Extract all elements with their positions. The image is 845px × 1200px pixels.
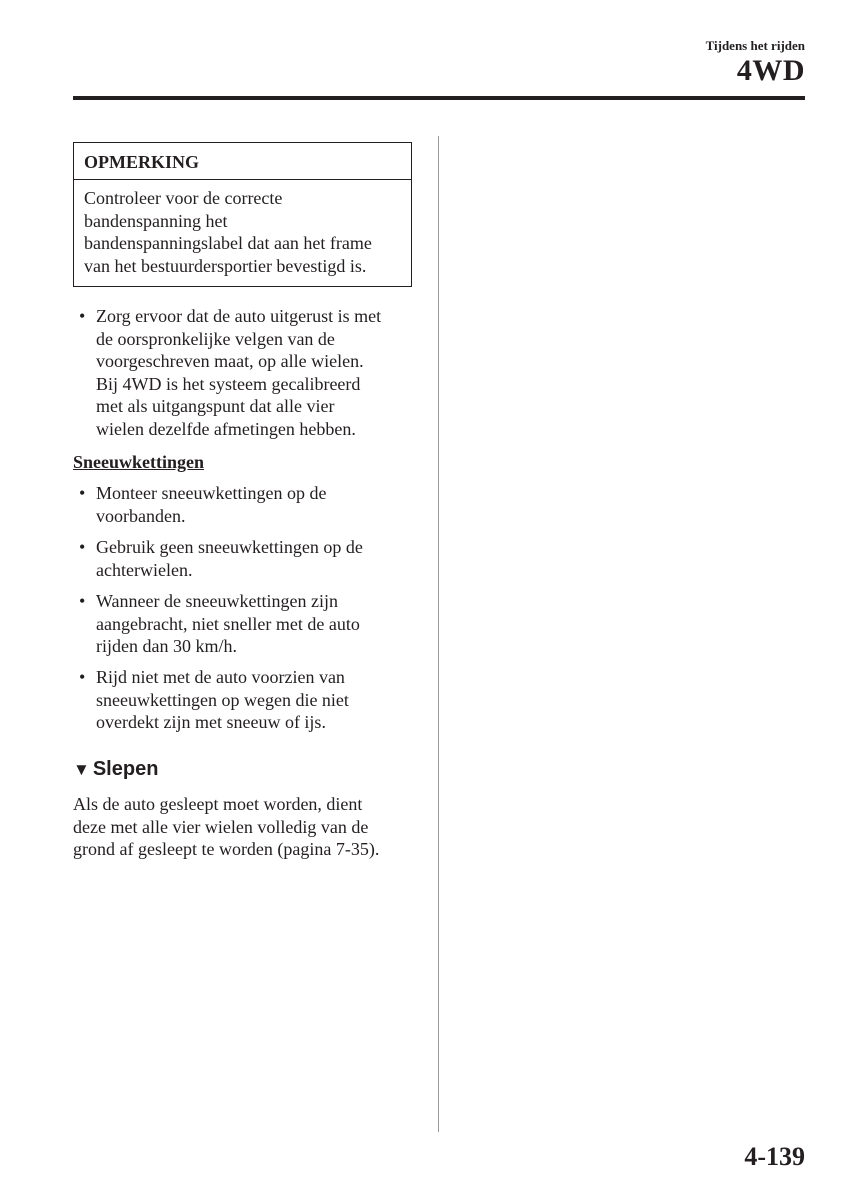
bullet-dot: • bbox=[79, 667, 86, 687]
towing-heading-label: Slepen bbox=[92, 758, 159, 780]
bullet-line: Gebruik geen sneeuwkettingen op de bbox=[96, 537, 363, 557]
bullet-line: de oorspronkelijke velgen van de bbox=[96, 328, 335, 349]
bullet-line: aangebracht, niet sneller met de auto bbox=[96, 613, 360, 634]
snow-bullet-1 bbox=[73, 482, 418, 527]
towing-heading bbox=[73, 757, 158, 782]
snow-chains-heading: Sneeuwkettingen bbox=[73, 452, 205, 472]
bullet-line: Bij 4WD is het systeem gecalibreerd bbox=[96, 373, 361, 394]
bullet-line: voorbanden. bbox=[96, 505, 186, 526]
paragraph-line: Als de auto gesleept moet worden, dient bbox=[73, 794, 363, 814]
page-number: 4-139 bbox=[744, 1142, 805, 1171]
bullet-line: achterwielen. bbox=[96, 559, 193, 580]
towing-paragraph bbox=[73, 793, 423, 861]
bullet-line: wielen dezelfde afmetingen hebben. bbox=[96, 418, 356, 439]
running-header-title: 4WD bbox=[736, 54, 805, 87]
note-heading: OPMERKING bbox=[74, 143, 411, 180]
column-divider bbox=[438, 136, 439, 1132]
note-line: Controleer voor de correcte bbox=[84, 188, 283, 208]
bullet-line: met als uitgangspunt dat alle vier bbox=[96, 396, 335, 416]
bullet-line: Monteer sneeuwkettingen op de bbox=[96, 483, 327, 503]
snow-bullet-2 bbox=[73, 536, 418, 581]
bullet-line: sneeuwkettingen op wegen die niet bbox=[96, 689, 349, 710]
bullet-line: rijden dan 30 km/h. bbox=[96, 636, 237, 656]
bullet-dot: • bbox=[79, 591, 86, 611]
intro-bullet bbox=[73, 305, 418, 440]
paragraph-line: deze met alle vier wielen volledig van de bbox=[73, 816, 369, 837]
bullet-line: Wanneer de sneeuwkettingen zijn bbox=[96, 591, 338, 611]
bullet-dot: • bbox=[79, 306, 86, 326]
bullet-dot: • bbox=[79, 483, 86, 503]
header-rule bbox=[73, 96, 805, 100]
triangle-down-icon: ▼ bbox=[73, 760, 90, 779]
bullet-line: overdekt zijn met sneeuw of ijs. bbox=[96, 712, 326, 732]
bullet-line: Zorg ervoor dat de auto uitgerust is met bbox=[96, 306, 382, 326]
bullet-line: Rijd niet met de auto voorzien van bbox=[96, 667, 345, 687]
snow-bullet-4 bbox=[73, 666, 418, 734]
bullet-dot: • bbox=[79, 537, 86, 557]
note-line: van het bestuurdersportier bevestigd is. bbox=[84, 255, 367, 276]
note-line: bandenspanning het bbox=[84, 210, 228, 231]
note-body bbox=[74, 180, 411, 286]
note-line: bandenspanningslabel dat aan het frame bbox=[84, 233, 372, 253]
note-box bbox=[73, 142, 412, 287]
bullet-line: voorgeschreven maat, op alle wielen. bbox=[96, 351, 364, 371]
running-header-section: Tijdens het rijden bbox=[705, 38, 805, 53]
snow-bullet-3 bbox=[73, 590, 418, 658]
paragraph-line: grond af gesleept te worden (pagina 7-35). bbox=[73, 839, 380, 859]
